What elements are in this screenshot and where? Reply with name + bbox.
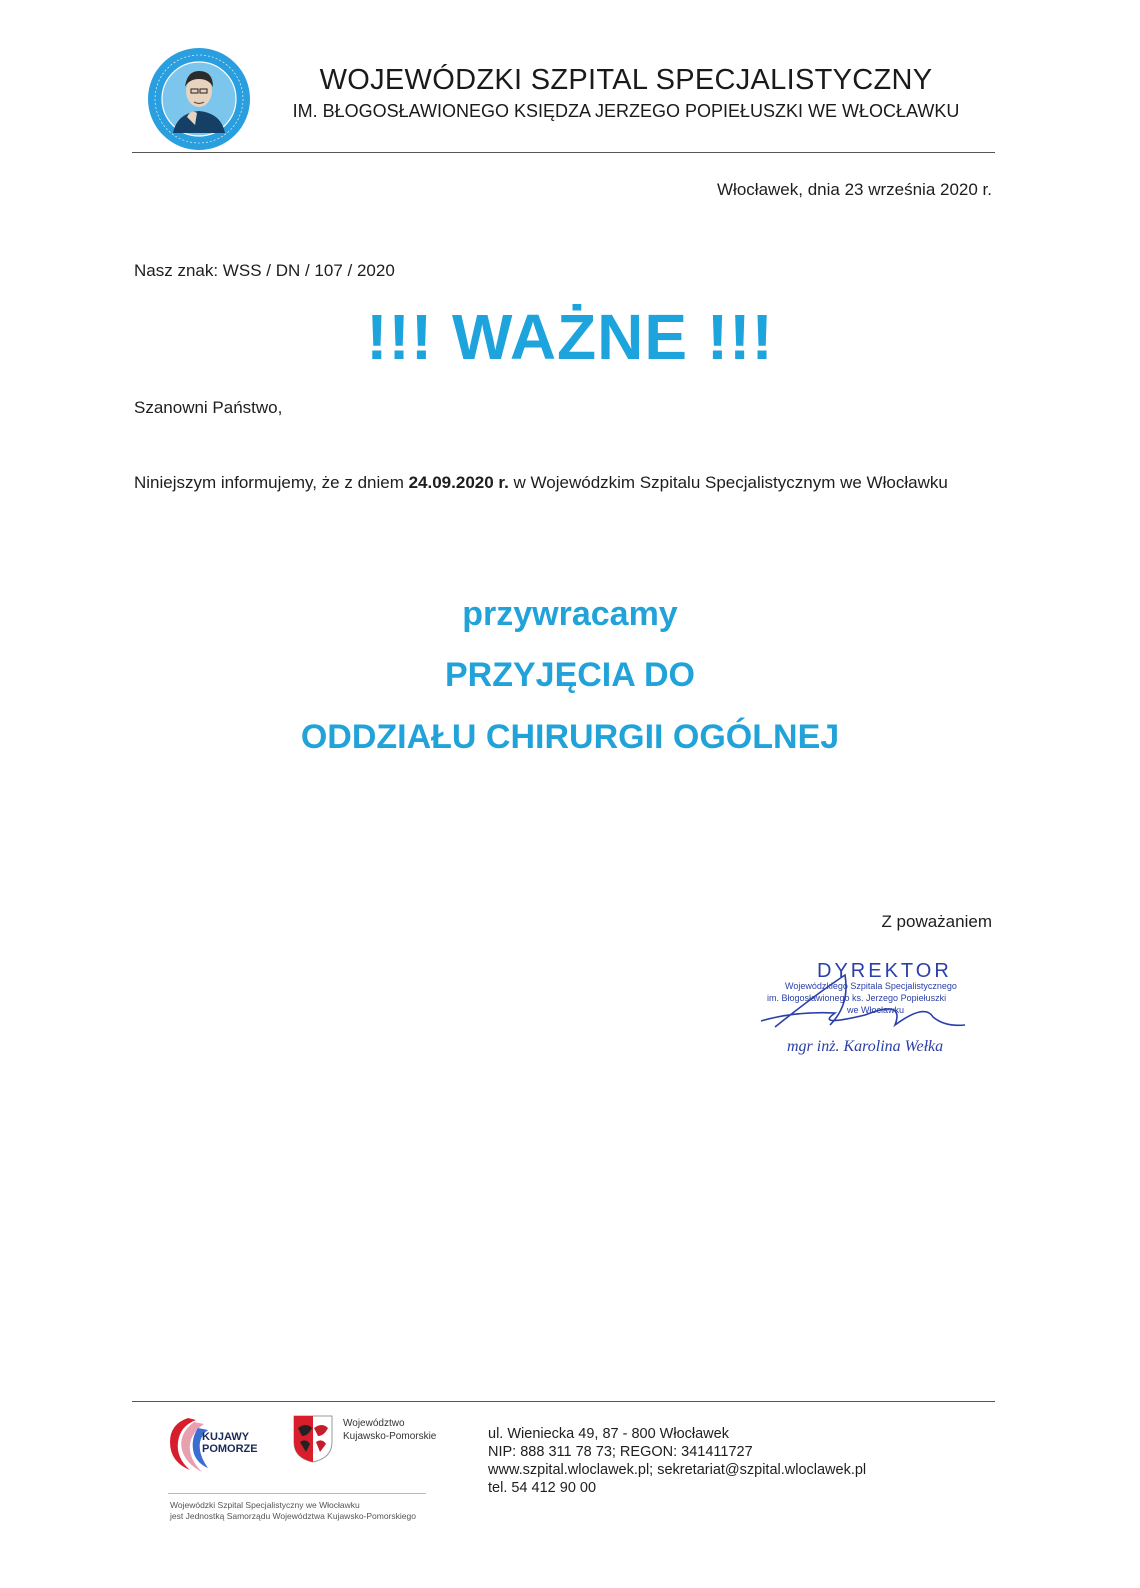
stamp-line-3: we Włocławku	[847, 1005, 905, 1015]
stamp-title: DYREKTOR	[817, 960, 952, 982]
contact-block	[488, 1425, 866, 1497]
footer-note-line-1: Wojewódzki Szpital Specjalistyczny we Włocławku	[170, 1500, 360, 1510]
hospital-seal-icon	[147, 47, 251, 151]
hospital-name: WOJEWÓDZKI SZPITAL SPECJALISTYCZNY	[319, 64, 933, 96]
important-headline: !!! WAŻNE !!!	[366, 301, 774, 373]
reference-number: Nasz znak: WSS / DN / 107 / 2020	[134, 261, 395, 280]
stamp-line-2: im. Błogosławionego ks. Jerzego Popiełuszki	[767, 993, 947, 1003]
announcement-line-1: przywracamy	[462, 595, 678, 633]
tax-ids: NIP: 888 311 78 73; REGON: 341411727	[488, 1444, 753, 1460]
closing-phrase: Z poważaniem	[881, 912, 992, 931]
kp-logo-line-2: POMORZE	[202, 1443, 258, 1455]
kp-logo-line-1: KUJAWY	[202, 1431, 250, 1443]
body-paragraph	[134, 470, 992, 495]
footer-note	[170, 1500, 440, 1522]
footer-note-line-2: jest Jednostką Samorządu Województwa Kujawsko-Pomorskiego	[170, 1511, 416, 1521]
kujawy-pomorze-logo-icon	[168, 1414, 268, 1476]
signatory-name: mgr inż. Karolina Wełka	[787, 1038, 944, 1055]
body-date: 24.09.2020 r.	[408, 473, 509, 492]
announcement-line-3: ODDZIAŁU CHIRURGII OGÓLNEJ	[300, 718, 840, 756]
website-email: www.szpital.wloclawek.pl; sekretariat@szpital.wloclawek.pl	[488, 1462, 867, 1478]
greeting: Szanowni Państwo,	[134, 398, 283, 417]
announcement-line-2: PRZYJĘCIA DO	[444, 656, 695, 694]
letter-date: Włocławek, dnia 23 września 2020 r.	[717, 180, 992, 199]
voivodeship-line-2: Kujawsko-Pomorskie	[343, 1431, 437, 1442]
voivodeship-name	[343, 1417, 443, 1443]
coat-of-arms-icon	[292, 1414, 334, 1464]
address: ul. Wieniecka 49, 87 - 800 Włocławek	[488, 1426, 729, 1442]
footer-note-divider	[168, 1493, 426, 1494]
footer-divider	[132, 1401, 995, 1402]
hospital-subtitle: IM. BŁOGOSŁAWIONEGO KSIĘDZA JERZEGO POPIEŁUSZKI WE WŁOCŁAWKU	[292, 101, 960, 121]
body-text-end: w Wojewódzkim Szpitalu Specjalistycznym we Włocławku	[508, 473, 948, 492]
director-stamp-signature	[755, 955, 995, 1065]
phone: tel. 54 412 90 00	[488, 1480, 597, 1496]
body-text-start: Niniejszym informujemy, że z dniem	[134, 473, 409, 492]
stamp-line-1: Wojewódzkiego Szpitala Specjalistycznego	[785, 981, 957, 991]
voivodeship-line-1: Województwo	[343, 1418, 405, 1429]
header-divider	[132, 152, 995, 153]
